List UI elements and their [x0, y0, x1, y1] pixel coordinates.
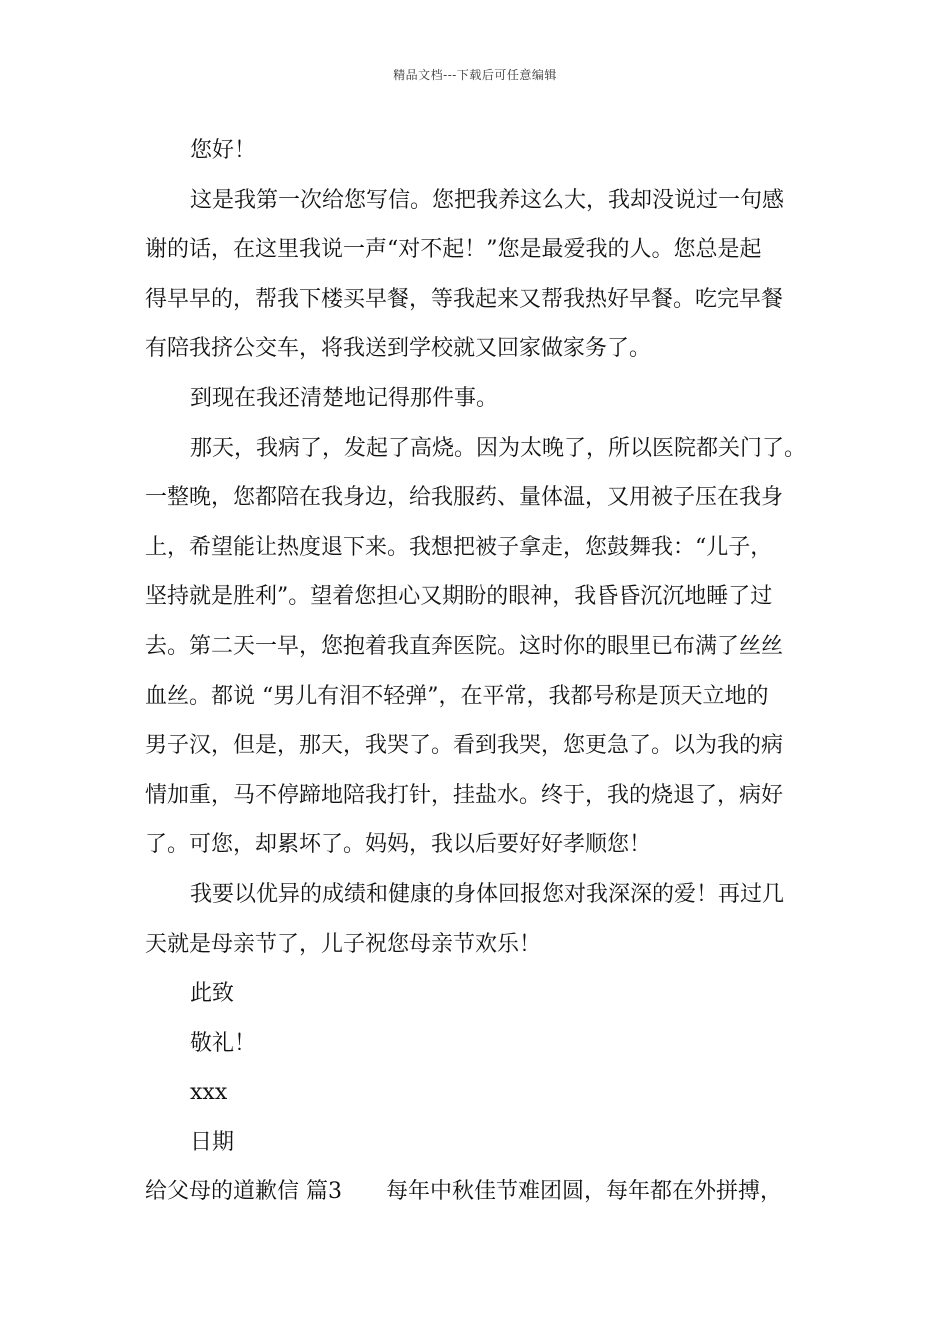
- paragraph-line: 天就是母亲节了，儿子祝您母亲节欢乐！: [145, 931, 542, 957]
- paragraph-line: 了。可您，却累坏了。妈妈，我以后要好好孝顺您！: [145, 832, 652, 858]
- paragraph-line: 有陪我挤公交车，将我送到学校就又回家做家务了。: [145, 336, 652, 362]
- next-section-row: [145, 1167, 813, 1217]
- paragraph-line: 坚持就是胜利”。望着您担心又期盼的眼神，我昏昏沉沉地睡了过: [145, 584, 773, 610]
- paragraph-line: 得早早的，帮我下楼买早餐，等我起来又帮我热好早餐。吃完早餐: [145, 286, 784, 312]
- date-line: 日期: [190, 1129, 235, 1155]
- paragraph-line: 上，希望能让热度退下来。我想把被子拿走，您鼓舞我：“儿子，: [145, 534, 773, 560]
- closing-salutation: 此致: [190, 981, 235, 1007]
- paragraph-line: 这是我第一次给您写信。您把我养这么大，我却没说过一句感: [190, 187, 785, 213]
- next-section-first-line: 每年中秋佳节难团圆，每年都在外拼搏，: [386, 1179, 783, 1205]
- paragraph-line: 那天，我病了，发起了高烧。因为太晚了，所以医院都关门了。: [190, 435, 807, 461]
- paragraph-line: 去。第二天一早，您抱着我直奔医院。这时你的眼里已布满了丝丝: [145, 633, 784, 659]
- next-section-title: 给父母的道歉信 篇3: [145, 1179, 342, 1205]
- page-header: 精品文档---下载后可任意编辑: [393, 68, 557, 82]
- letter-body: [145, 126, 813, 1217]
- paragraph-line: 谢的话，在这里我说一声“对不起！”您是最爱我的人。您总是起: [145, 237, 762, 263]
- paragraph-line: 到现在我还清楚地记得那件事。: [190, 385, 499, 411]
- paragraph-line: 一整晚，您都陪在我身边，给我服药、量体温，又用被子压在我身: [145, 485, 784, 511]
- paragraph-line: 情加重，马不停蹄地陪我打针，挂盐水。终于，我的烧退了，病好: [145, 782, 784, 808]
- paragraph-line: 男子汉，但是，那天，我哭了。看到我哭，您更急了。以为我的病: [145, 733, 784, 759]
- paragraph-line: 血丝。都说 “男儿有泪不轻弹”，在平常，我都号称是顶天立地的: [145, 683, 769, 709]
- closing-regards: 敬礼！: [190, 1030, 257, 1056]
- signature: xxx: [190, 1080, 228, 1106]
- greeting: 您好！: [190, 138, 257, 163]
- paragraph-line: 我要以优异的成绩和健康的身体回报您对我深深的爱！再过几: [190, 881, 785, 907]
